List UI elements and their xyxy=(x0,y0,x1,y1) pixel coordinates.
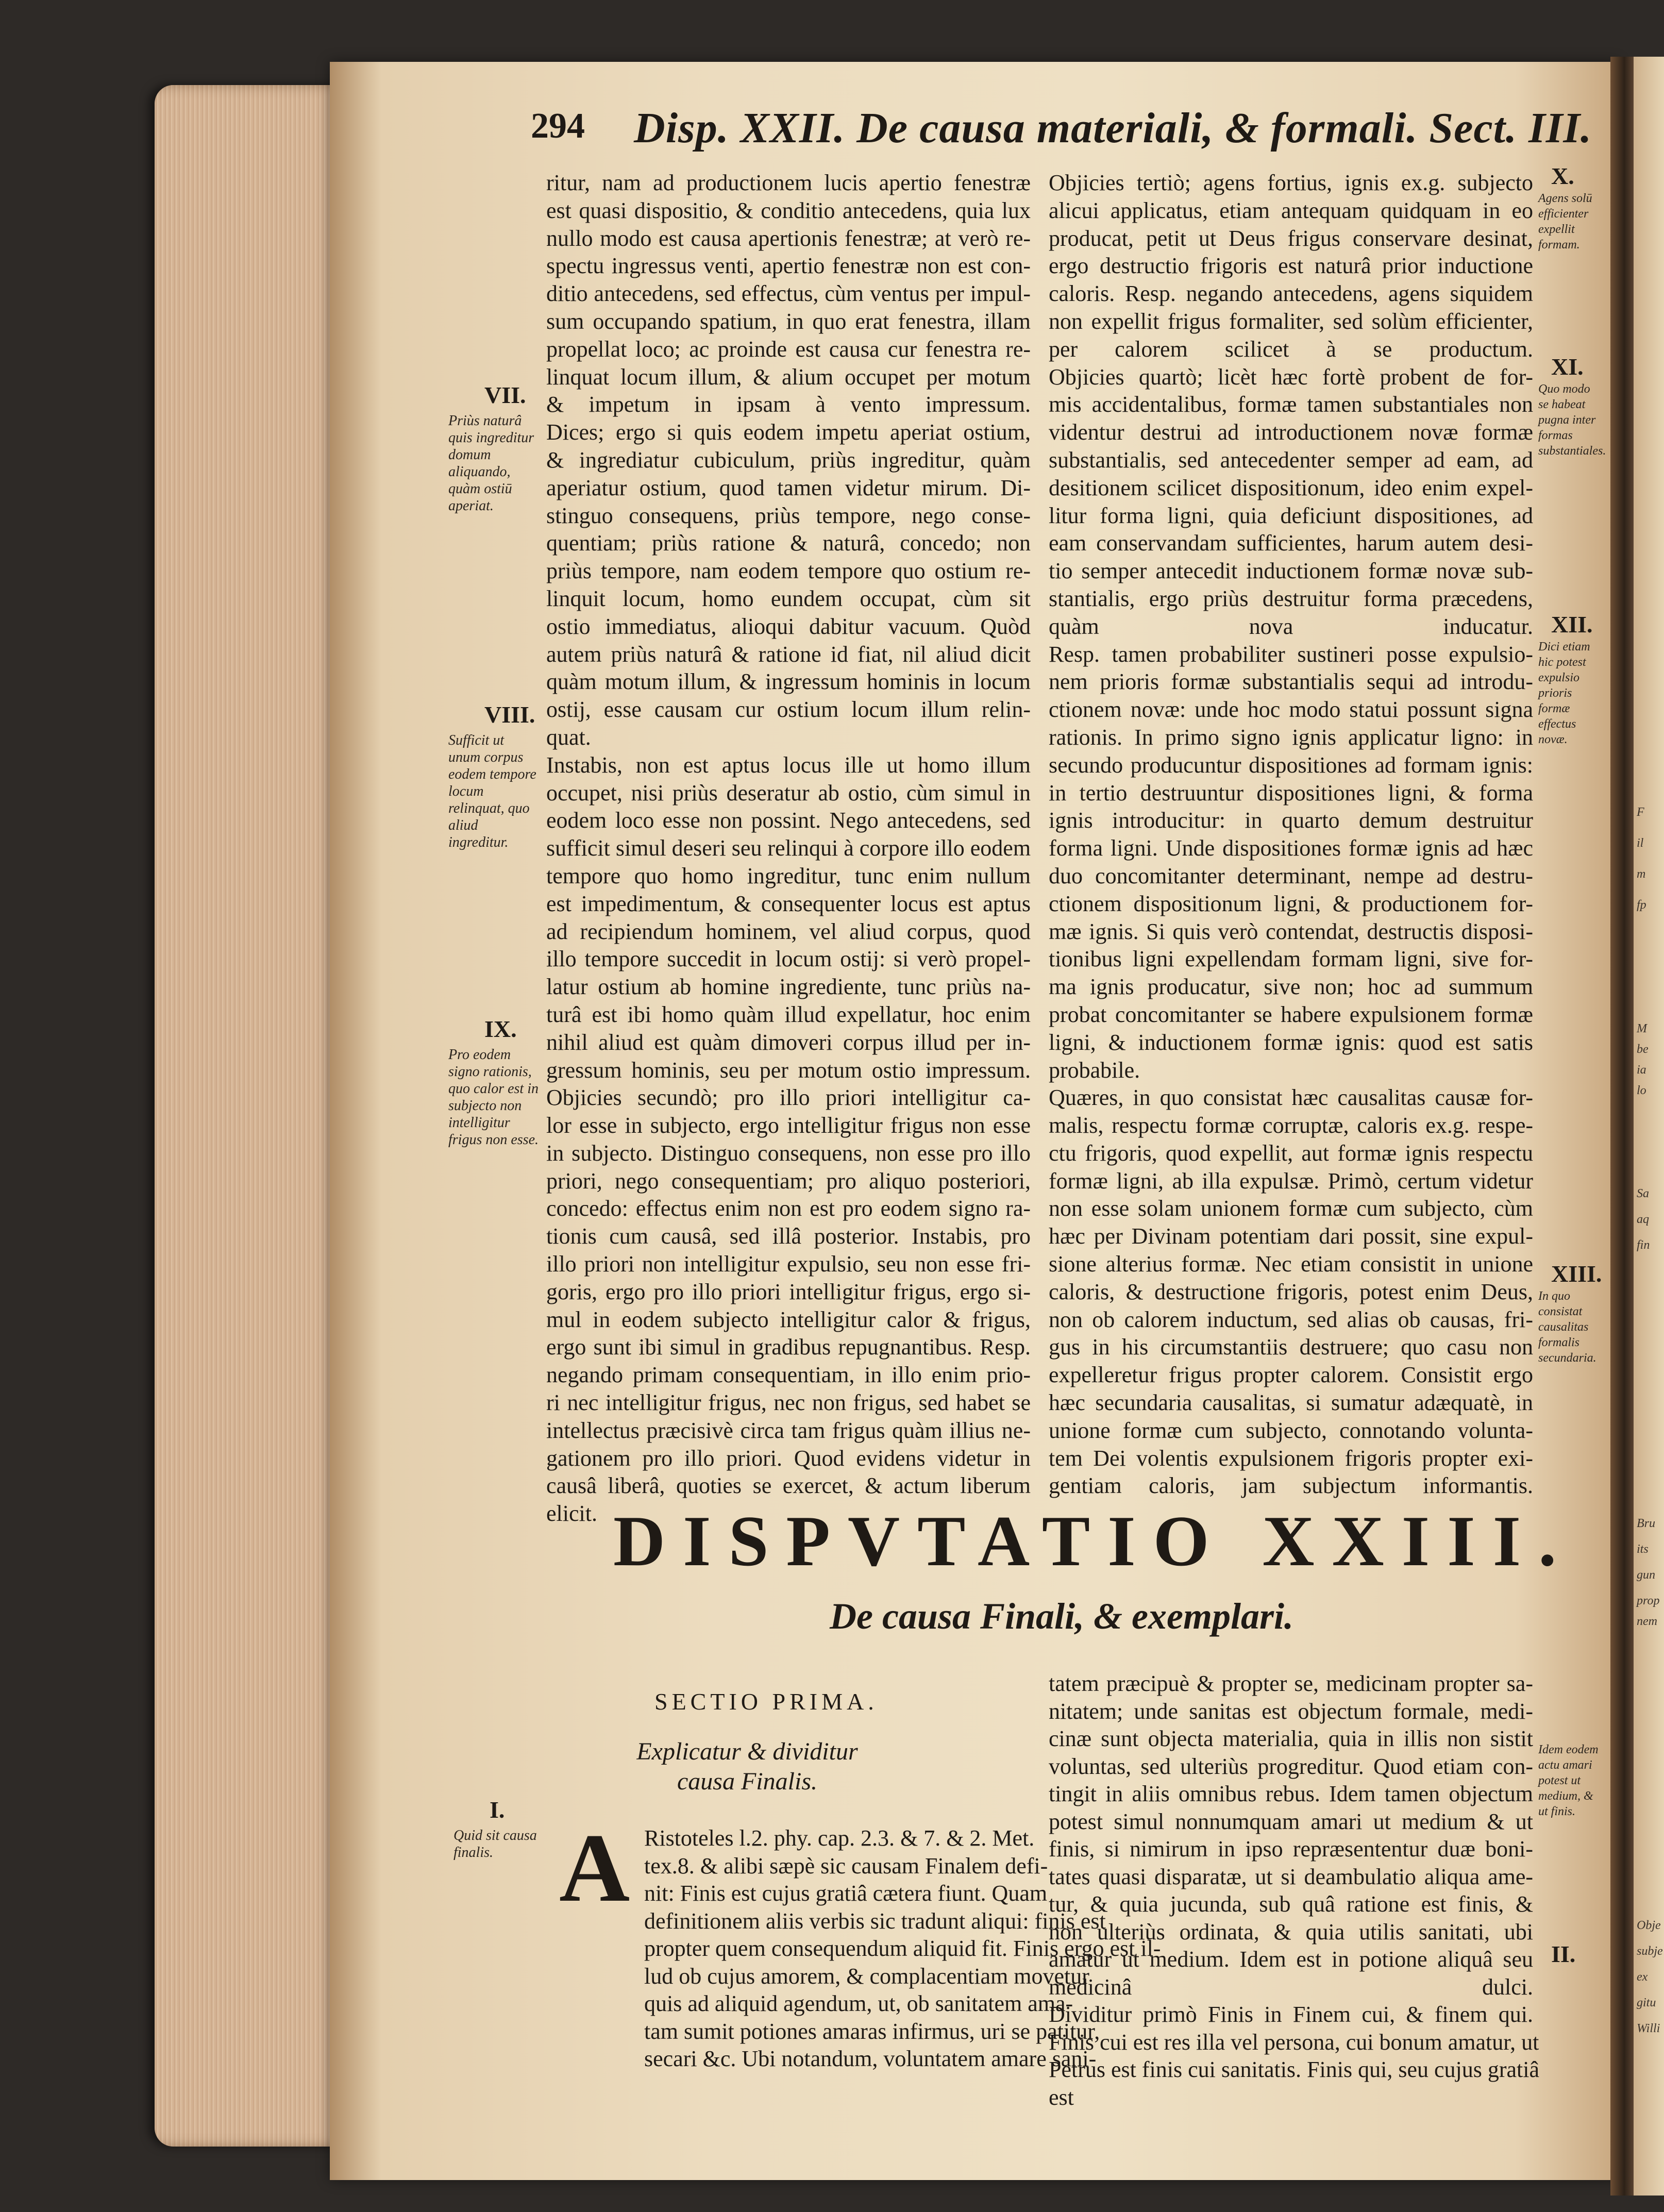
text-line: unione formæ cum subjecto, connotando volunta- xyxy=(1049,1417,1533,1443)
text-line: ad recipiendum hominem, vel aliud corpus, quod xyxy=(546,918,1031,944)
text-line: ctu frigoris, quod expellit, aut formæ ignis respectu xyxy=(1049,1140,1533,1166)
text-line: intellectus præcisivè circa tam frigus quàm illius ne- xyxy=(546,1417,1031,1443)
text-line: Dividitur primò Finis in Finem cui, & finem qui. xyxy=(1049,2002,1533,2027)
text-line: expelleretur frigus propter calorem. Consistit ergo xyxy=(1049,1362,1533,1388)
text-line: elicit. xyxy=(546,1501,597,1527)
text-line: caloris, & destructione frigoris, potest enim Deus, xyxy=(1049,1279,1533,1304)
text-line: finis, si nimirum in ipso repræsententur duæ boni- xyxy=(1049,1836,1533,1862)
text-line: priori, nego consequentiam; pro aliquo posteriori, xyxy=(546,1168,1031,1194)
margin-section-number: XI. xyxy=(1551,354,1584,380)
adjacent-page-fragment: gun xyxy=(1637,1568,1655,1582)
text-line: voluntas, sed ulteriùs progreditur. Quod etiam con- xyxy=(1049,1753,1533,1779)
text-line: sum occupando spatium, in quo erat fenestra, illam xyxy=(546,308,1031,334)
text-line: Objicies secundò; pro illo priori intelligitur ca- xyxy=(546,1085,1031,1111)
adjacent-page-fragment: Sa xyxy=(1637,1187,1649,1200)
text-line: nem prioris formæ substantialis sequi ad introdu- xyxy=(1049,669,1533,695)
text-line: occupet, nisi priùs deseratur ab ostio, cùm simul in xyxy=(546,780,1031,806)
text-line: tempore quo homo ingreditur, tunc enim nullum xyxy=(546,863,1031,889)
text-line: est xyxy=(1049,2084,1074,2110)
text-line: desitionem scilicet dispositionum, ideo enim expel- xyxy=(1049,475,1533,500)
text-line: eodem loco esse non possint. Nego antecedens, sed xyxy=(546,808,1031,833)
adjacent-page-fragment: fin xyxy=(1637,1238,1650,1252)
margin-note: Quid sit causa finalis. xyxy=(453,1828,537,1861)
margin-section-number: XIII. xyxy=(1551,1261,1602,1287)
adjacent-page-edge xyxy=(1634,57,1664,2196)
text-line: caloris. Resp. negando antecedens, agens siquidem xyxy=(1049,281,1533,307)
book-gutter xyxy=(1610,57,1634,2196)
text-line: ostij, esse causam cur ostium locum illum relin- xyxy=(546,697,1031,723)
text-line: ostio immediatus, alioqui dabitur vacuum. Quòd xyxy=(546,613,1031,639)
text-line: secundo producuntur dispositiones ad formam ignis: xyxy=(1049,752,1533,778)
text-line: definitionem aliis verbis sic tradunt aliqui: finis est xyxy=(644,1908,1106,1934)
text-line: tem Dei volentis expulsionem frigoris propter exi- xyxy=(1049,1445,1533,1471)
text-line: lor esse in subjecto, ergo intelligitur frigus non esse xyxy=(546,1113,1031,1138)
text-line: tur, & quia jucunda, sub quâ ratione est finis, & xyxy=(1049,1891,1533,1917)
adjacent-page-fragment: gitu xyxy=(1637,1996,1656,2009)
text-line: nihil aliud est quàm dimoveri corpus illud per in- xyxy=(546,1029,1031,1055)
text-line: ma ignis producatur, sive non; hoc ad summum xyxy=(1049,974,1533,1000)
text-line: gentiam caloris, jam subjectum informantis. xyxy=(1049,1473,1533,1499)
text-line: Finis cui est res illa vel persona, cui bonum amatur, ut xyxy=(1049,2029,1539,2055)
adjacent-page-fragment: be xyxy=(1637,1043,1649,1056)
text-line: ligni, & inductionem formæ ignis: quod est satis xyxy=(1049,1029,1533,1055)
text-line: quàm nova inducatur. xyxy=(1049,613,1533,639)
adjacent-page-fragment: subje xyxy=(1637,1945,1663,1958)
margin-section-number: VII. xyxy=(484,382,526,408)
text-line: & ingrediatur cubiculum, priùs ingreditur, quàm xyxy=(546,447,1031,473)
adjacent-page-fragment: lo xyxy=(1637,1084,1646,1097)
margin-section-number: VIII. xyxy=(484,701,535,728)
text-line: ritur, nam ad productionem lucis apertio fenestræ xyxy=(546,170,1031,195)
text-line: formæ ligni, ab illa expulsæ. Primò, certum videtur xyxy=(1049,1168,1533,1194)
text-line: Objicies tertiò; agens fortius, ignis ex.g. subjecto xyxy=(1049,170,1533,195)
text-line: tates quasi disparatæ, ut si deambulatio aliqua ame- xyxy=(1049,1864,1533,1889)
margin-note: Quo modo se habeat pugna inter formas substantiales. xyxy=(1538,382,1606,458)
text-line: illo tempore succedit in locum ostij: si verò propel- xyxy=(546,946,1031,972)
text-line: lud ob cujus amorem, & complacentiam movetur xyxy=(644,1963,1089,1989)
text-line: cinæ sunt objecta materialia, quia in illis non sistit xyxy=(1049,1726,1533,1751)
text-line: ctionem dispositionum ligni, & productionem for- xyxy=(1049,891,1533,916)
text-line: probabile. xyxy=(1049,1057,1140,1083)
margin-note: Agens solū efficienter expellit formam. xyxy=(1538,192,1592,252)
margin-note: Idem eodem actu amari potest ut medium, & ut finis. xyxy=(1538,1743,1599,1818)
text-line: ergo sunt ibi simul in gradibus repugnantibus. Resp. xyxy=(546,1334,1031,1360)
text-line: tatem præcipuè & propter se, medicinam propter sa- xyxy=(1049,1671,1533,1696)
text-line: in subjecto. Distinguo consequens, non esse pro illo xyxy=(546,1140,1031,1166)
text-line: probat concomitanter se habere expulsionem formæ xyxy=(1049,1001,1533,1027)
margin-section-number: I. xyxy=(490,1797,505,1823)
text-line: forma ligni. Unde dispositiones formæ ignis ad hæc xyxy=(1049,835,1533,861)
text-line: ri nec intelligitur frigus, nec non frigus, sed habet se xyxy=(546,1390,1031,1416)
text-line: rationis. In primo signo ignis applicatur ligno: in xyxy=(1049,724,1533,750)
text-line: non esse solam unionem formæ cum subjecto, cùm xyxy=(1049,1196,1533,1221)
text-line: Quæres, in quo consistat hæc causalitas causæ for- xyxy=(1049,1085,1533,1111)
text-line: propellat loco; ac proinde est causa cur fenestra re- xyxy=(546,336,1031,362)
text-line: gressum hominis, seu per motum ostio impressum. xyxy=(546,1057,1031,1083)
text-line: tex.8. & alibi sæpè sic causam Finalem defi- xyxy=(644,1853,1048,1879)
text-line: spectu ingressus venti, apertio fenestræ non est con- xyxy=(546,253,1031,279)
text-line: turâ est ibi homo quàm illud expellatur, hoc enim xyxy=(546,1001,1031,1027)
text-line: autem priùs naturâ & ratione id fiat, nil aliud dicit xyxy=(546,641,1031,667)
text-line: nit: Finis est cujus gratiâ cætera fiunt. Quam xyxy=(644,1881,1048,1906)
drop-cap: A xyxy=(559,1814,630,1922)
text-line: malis, respectu formæ corruptæ, caloris ex.g. respe- xyxy=(1049,1113,1533,1138)
adjacent-page-fragment: ex xyxy=(1637,1970,1648,1984)
text-line: amatur ut medium. Idem est in potione aliquâ seu xyxy=(1049,1947,1533,1972)
margin-section-number: X. xyxy=(1551,163,1574,189)
text-line: producat, petit ut Deus frigus conservare desinat, xyxy=(1049,225,1533,251)
text-line: linquat locum illum, & alium occupet per motum xyxy=(546,364,1031,390)
adjacent-page-fragment: fp xyxy=(1637,898,1646,912)
adjacent-page-fragment: M xyxy=(1637,1022,1647,1035)
text-line: tionis cum causâ, sed illâ posterior. Instabis, pro xyxy=(546,1224,1031,1249)
text-line: sione alterius formæ. Nec etiam consistit in unione xyxy=(1049,1251,1533,1277)
right-column xyxy=(1049,169,1533,1500)
text-line: in tertio destruuntur dispositiones ligni, & forma xyxy=(1049,780,1533,806)
text-line: videntur destrui ad introductionem novæ formæ xyxy=(1049,420,1533,445)
disputation-title: DISPVTATIO XXIII. xyxy=(613,1501,1574,1581)
margin-section-number: II. xyxy=(1551,1941,1576,1967)
text-line: quentiam; priùs ratione & naturâ, concedo; non xyxy=(546,530,1031,556)
book-fore-edge xyxy=(155,85,345,2147)
text-line: duo concomitanter determinant, nempe ad destru- xyxy=(1049,863,1533,889)
text-line: non ulteriùs ordinata, & quia utilis sanitati, ubi xyxy=(1049,1919,1533,1945)
text-line: est impedimentum, & consequenter locus est aptus xyxy=(546,891,1031,916)
adjacent-page-fragment: ia xyxy=(1637,1063,1646,1077)
disputation-subtitle: De causa Finali, & exemplari. xyxy=(830,1596,1293,1637)
text-line: alicui applicatus, etiam antequam quidquam in eo xyxy=(1049,197,1533,223)
margin-note: Dici etiam hic potest expulsio prioris formæ effectus novæ. xyxy=(1538,640,1590,746)
text-line: nitatem; unde sanitas est objectum formale, medi- xyxy=(1049,1698,1533,1724)
section-subtitle: Explicatur & dividitur causa Finalis. xyxy=(636,1738,858,1795)
text-line: latur ostium ab homine ingrediente, tunc priùs na- xyxy=(546,974,1031,1000)
text-line: ergo destructio frigoris est naturâ prior inductione xyxy=(1049,253,1533,279)
text-line: quàm motum illum, & ingressum hominis in locum xyxy=(546,669,1031,695)
text-line: negando primam consequentiam, in illo enim prio- xyxy=(546,1362,1031,1388)
margin-section-number: XII. xyxy=(1551,611,1593,638)
text-line: potest simul nonnumquam amari ut medium & ut xyxy=(1049,1808,1533,1834)
text-line: illo priori non intelligitur expulsio, seu non esse fri- xyxy=(546,1251,1031,1277)
adjacent-page-fragment: Obje xyxy=(1637,1919,1661,1932)
text-line: mis accidentalibus, formæ tamen substantiales non xyxy=(1049,392,1533,417)
page-number: 294 xyxy=(531,106,585,146)
text-line: litur forma ligni, quia deficiunt dispositiones, ad xyxy=(1049,502,1533,528)
text-line: stinguo consequens, priùs tempore, nego conse- xyxy=(546,502,1031,528)
text-line: gationem pro illo priori. Quod evidens videtur in xyxy=(546,1445,1031,1471)
text-line: medicinâ dulci. xyxy=(1049,1974,1533,2000)
text-line: tam sumit potiones amaras infirmus, uri se patitur, xyxy=(644,2018,1100,2044)
text-line: causâ liberâ, quoties se exercet, & actum liberum xyxy=(546,1473,1031,1499)
text-line: gus in his circumstantiis destruere; quo casu non xyxy=(1049,1334,1533,1360)
text-line: ditio antecedens, sed effectus, cùm ventus per impul- xyxy=(546,281,1031,307)
adjacent-page-fragment: nem xyxy=(1637,1615,1657,1628)
adjacent-page-fragment: prop xyxy=(1637,1594,1660,1607)
text-line: non expellit frigus formaliter, sed solùm efficienter, xyxy=(1049,308,1533,334)
bottom-left-column xyxy=(644,1824,1161,2073)
margin-note: Pro eodem signo rationis, quo calor est in subjecto non intelligitur frigus non esse. xyxy=(448,1047,539,1148)
margin-note: Priùs naturâ quis ingreditur domum aliquando, quàm ostiū aperiat. xyxy=(448,413,534,514)
text-line: secari &c. Ubi notandum, voluntatem amare sani- xyxy=(644,2046,1097,2071)
text-line: quis ad aliquid agendum, ut, ob sanitatem ama- xyxy=(644,1991,1073,2016)
text-line: linquit locum, homo eundem occupat, cùm sit xyxy=(546,585,1031,611)
adjacent-page-fragment: Bru xyxy=(1637,1517,1655,1530)
margin-section-number: IX. xyxy=(484,1016,517,1042)
text-line: hæc secundaria causalitas, si sumatur adæquatè, in xyxy=(1049,1390,1533,1416)
text-line: Dices; ergo si quis eodem impetu aperiat ostium, xyxy=(546,420,1031,445)
text-line: propter quem consequendum aliquid fit. Finis ergo est il- xyxy=(644,1936,1161,1961)
text-line: ignis introducitur: in quarto demum destruitur xyxy=(1049,808,1533,833)
text-line: mæ ignis. Si quis verò contendat, destructis disposi- xyxy=(1049,918,1533,944)
section-title: SECTIO PRIMA. xyxy=(654,1688,878,1715)
adjacent-page-fragment: F xyxy=(1637,806,1644,819)
text-line: non ob calorem inductum, sed alias ob causas, fri- xyxy=(1049,1306,1533,1332)
text-line: est quasi dispositio, & conditio antecedens, quia lux xyxy=(546,197,1031,223)
text-line: stantialis, ergo priùs destruitur forma præcedens, xyxy=(1049,585,1533,611)
text-line: nullo modo est causa apertionis fenestræ; at verò re- xyxy=(546,225,1031,251)
adjacent-page-fragment: il xyxy=(1637,836,1644,850)
text-line: Ristoteles l.2. phy. cap. 2.3. & 7. & 2. Met. xyxy=(644,1825,1035,1851)
text-line: priùs tempore, nam eodem tempore quo ostium re- xyxy=(546,558,1031,584)
text-line: aperiatur ostium, quod tamen videtur mirum. Di- xyxy=(546,475,1031,500)
left-column xyxy=(546,169,1031,1528)
text-line: sufficit simul deseri seu relinqui à corpore illo eodem xyxy=(546,835,1031,861)
text-line: ctionem novæ: unde hoc modo statui possunt signa xyxy=(1049,697,1533,723)
text-line: tio semper antecedit inductionem formæ novæ sub- xyxy=(1049,558,1533,584)
text-line: substantialis, sed antecedenter semper ad eam, ad xyxy=(1049,447,1533,473)
margin-note: Sufficit ut unum corpus eodem tempore locum relinquat, quo aliud ingreditur. xyxy=(448,732,536,850)
text-line: mul in eodem subjecto intelligitur calor & frigus, xyxy=(546,1306,1031,1332)
text-line: Instabis, non est aptus locus ille ut homo illum xyxy=(546,752,1031,778)
margin-note: In quo consistat causalitas formalis secundaria. xyxy=(1538,1289,1596,1365)
text-line: Petrus est finis cui sanitatis. Finis qui, seu cujus gratiâ xyxy=(1049,2057,1540,2082)
text-line: tionibus ligni expellendam formam ligni, sive for- xyxy=(1049,946,1533,972)
text-line: tingit in aliis omnibus rebus. Idem tamen objectum xyxy=(1049,1781,1533,1806)
text-line: Objicies quartò; licèt hæc fortè probent de for- xyxy=(1049,364,1533,390)
text-line: Resp. tamen probabiliter sustineri posse expulsio- xyxy=(1049,641,1533,667)
adjacent-page-fragment: its xyxy=(1637,1543,1649,1556)
bottom-right-column xyxy=(1049,1670,1540,2111)
adjacent-page-fragment: aq xyxy=(1637,1213,1649,1226)
text-line: hæc per Divinam potentiam dari possit, sine expul- xyxy=(1049,1224,1533,1249)
text-line: concedo: effectus enim non est pro eodem signo ra- xyxy=(546,1196,1031,1221)
text-line: quat. xyxy=(546,724,591,750)
text-line: eam conservandam sufficientes, harum autem desi- xyxy=(1049,530,1533,556)
text-line: per calorem scilicet à se productum. xyxy=(1049,336,1533,362)
text-line: goris, ergo pro illo priori intelligitur frigus, ergo si- xyxy=(546,1279,1031,1304)
adjacent-page-fragment: Willi xyxy=(1637,2022,1660,2035)
text-line: & impetum in ipsam à vento impressum. xyxy=(546,392,1031,417)
running-head: Disp. XXII. De causa materiali, & formali. Sect. III. xyxy=(634,104,1592,152)
adjacent-page-fragment: m xyxy=(1637,867,1646,881)
